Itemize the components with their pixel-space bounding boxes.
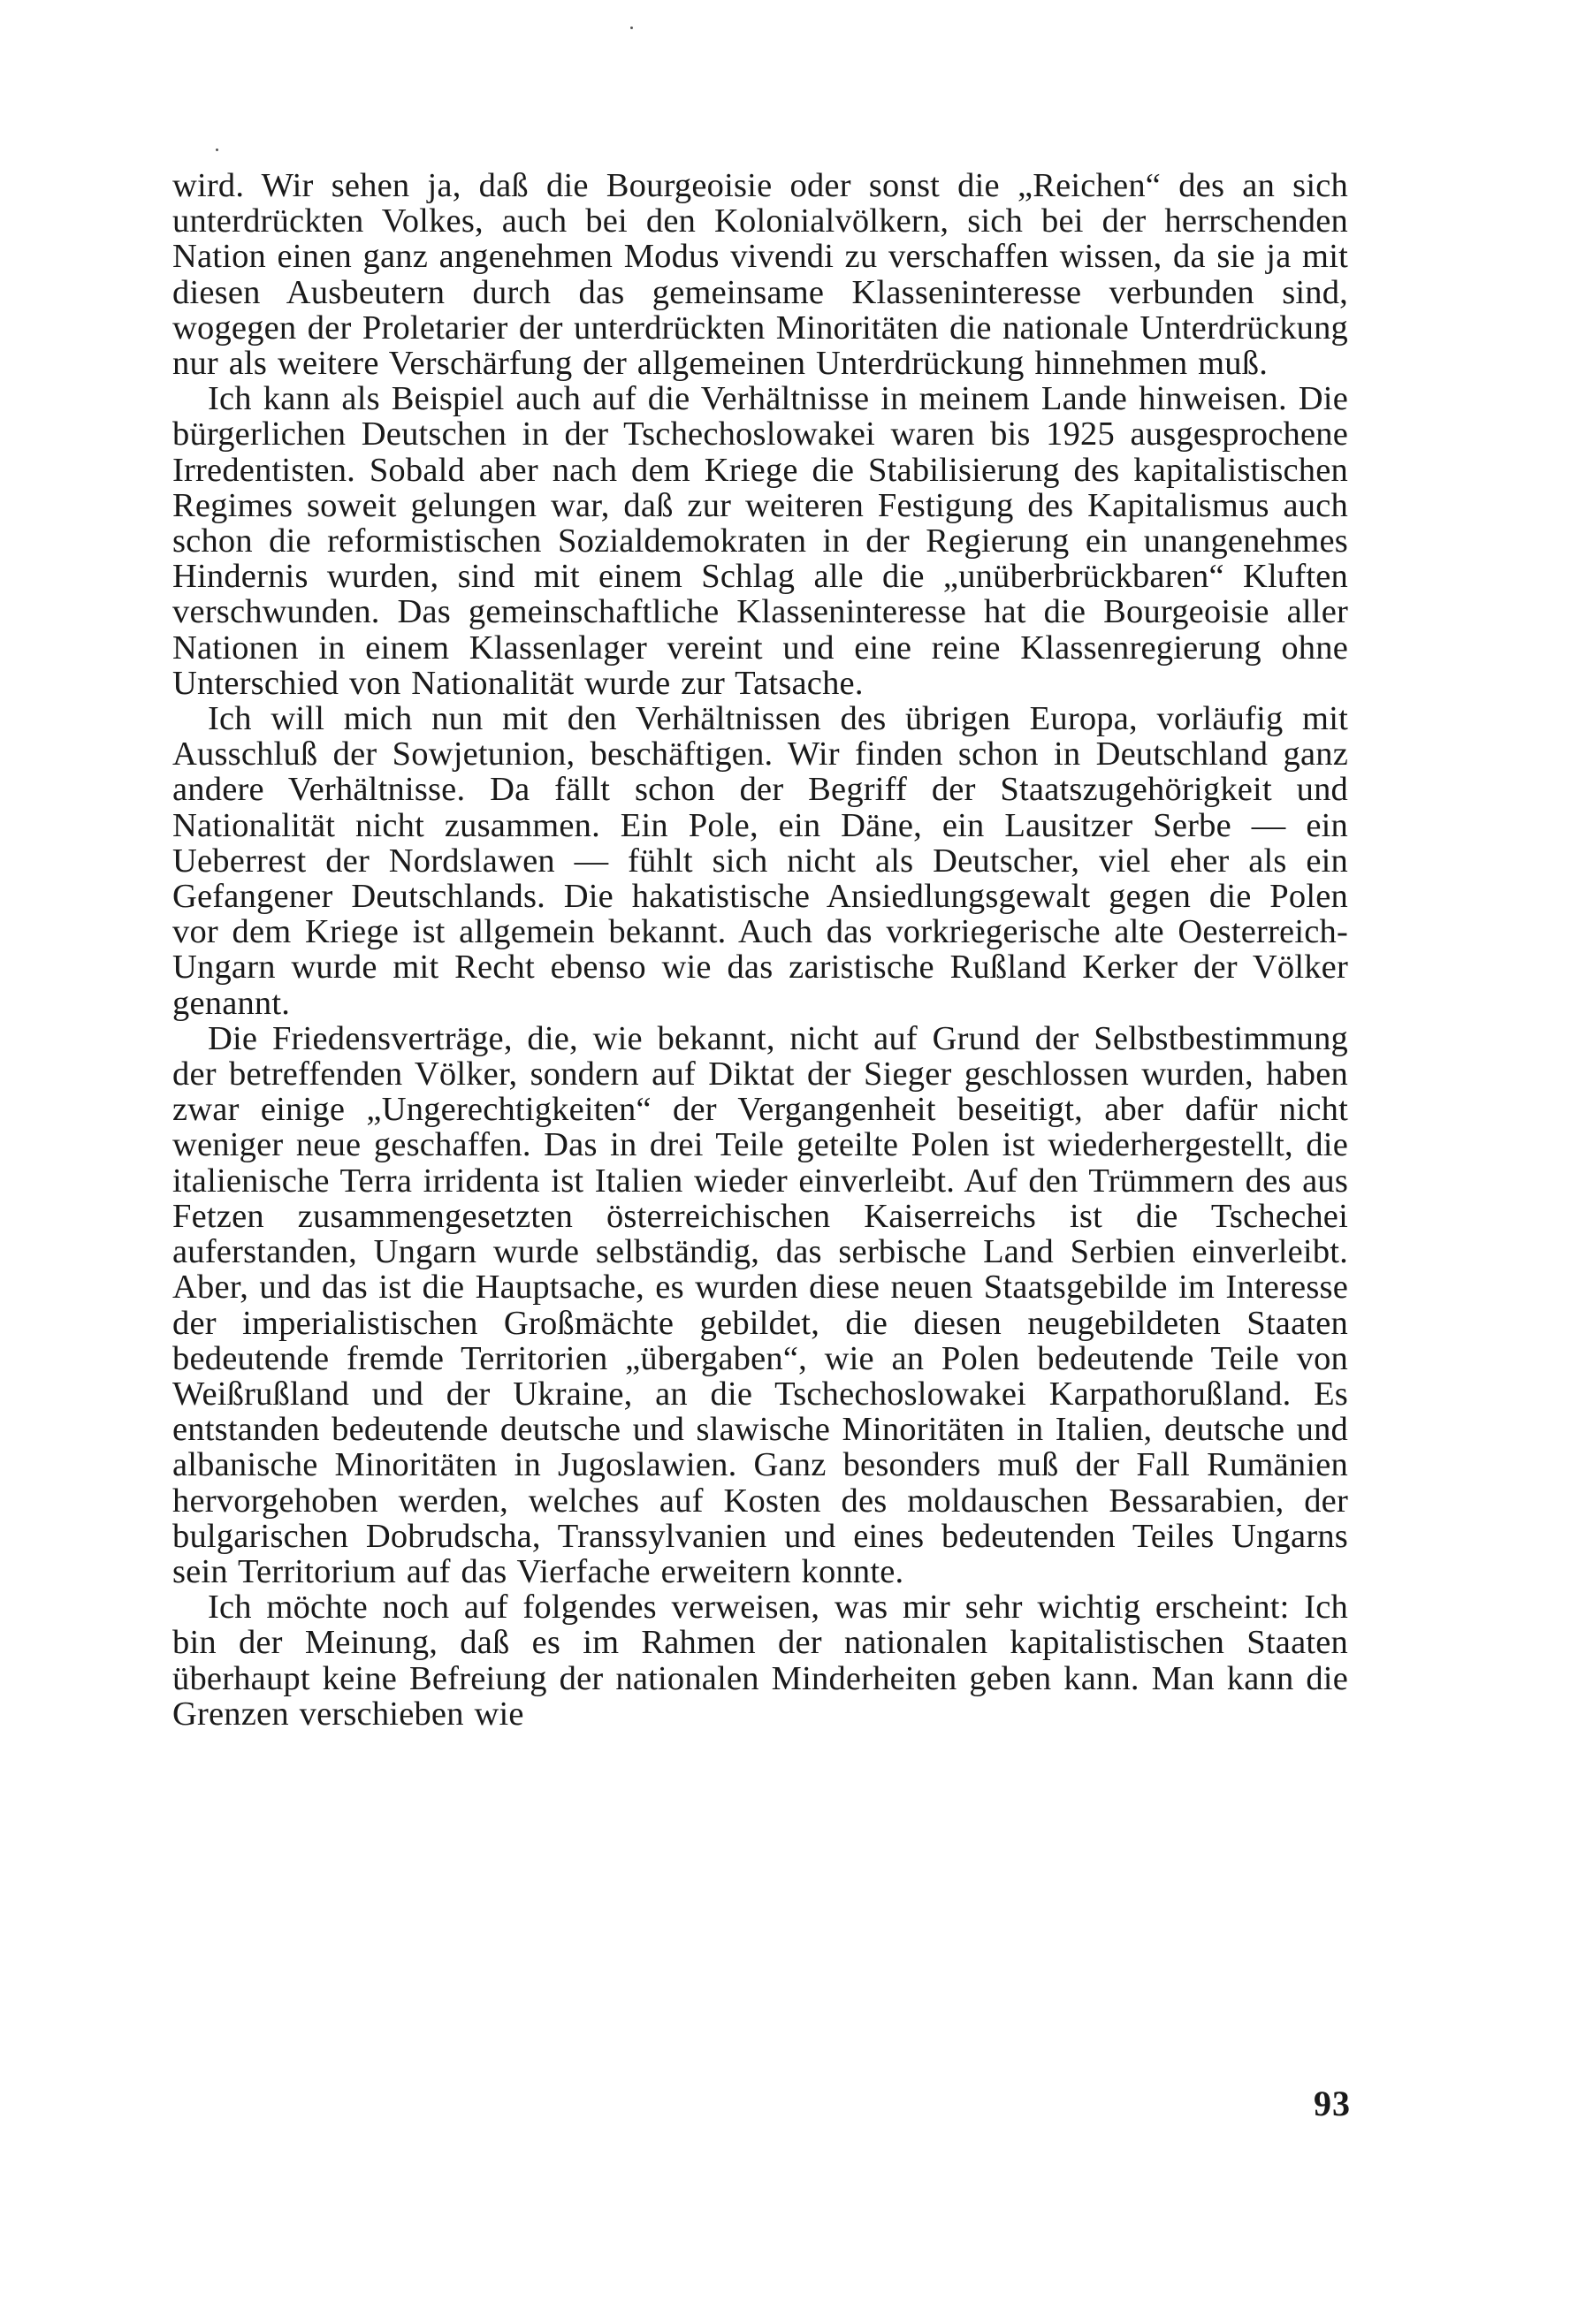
paragraph-2: Ich kann als Beispiel auch auf die Verhältnisse in meinem Lande hinweisen. Die bürgerlichen Deutschen in der Tschechoslowakei waren bis 1925 ausgesprochene Irredentisten. Sobald aber nach dem Kriege die Stabilisierung des kapitalistischen Regimes soweit gelungen war, daß zur weiteren Festigung des Kapitalismus auch schon die reformistischen Sozialdemokraten in der Regierung ein unangenehmes Hindernis wurden, sind mit einem Schlag alle die „unüberbrückbaren“ Kluften verschwunden. Das gemeinschaftliche Klasseninteresse hat die Bourgeoisie aller Nationen in einem Klassenlager vereint und eine reine Klassenregierung ohne Unterschied von Nationalität wurde zur Tatsache. [172,380,1348,702]
paragraph-1: wird. Wir sehen ja, daß die Bourgeoisie oder sonst die „Reichen“ des an sich unterdrückten Volkes, auch bei den Kolonialvölkern, sich bei der herrschenden Nation einen ganz angenehmen Modus vivendi zu verschaffen wissen, da sie ja mit diesen Ausbeutern durch das gemeinsame Klasseninteresse verbunden sind, wogegen der Proletarier der unterdrückten Minoritäten die nationale Unterdrückung nur als weitere Verschärfung der allgemeinen Unterdrückung hinnehmen muß. [172,167,1348,383]
body-text [172,168,1348,1732]
paragraph-4: Die Friedensverträge, die, wie bekannt, nicht auf Grund der Selbstbestimmung der betreffenden Völker, sondern auf Diktat der Sieger geschlossen wurden, haben zwar einige „Ungerechtigkeiten“ der Vergangenheit beseitigt, aber dafür nicht weniger neue geschaffen. Das in drei Teile geteilte Polen ist wiederhergestellt, die italienische Terra irridenta ist Italien wieder einverleibt. Auf den Trümmern des aus Fetzen zusammengesetzten österreichischen Kaiserreichs ist die Tschechei auferstanden, Ungarn wurde selbständig, das serbische Land Serbien einverleibt. Aber, und das ist die Hauptsache, es wurden diese neuen Staatsgebilde im Interesse der imperialistischen Großmächte gebildet, die diesen neugebildeten Staaten bedeutende fremde Territorien „übergaben“, wie an Polen bedeutende Teile von Weißrußland und der Ukraine, an die Tschechoslowakei Karpathorußland. Es entstanden bedeutende deutsche und slawische Minoritäten in Italien, deutsche und albanische Minoritäten in Jugoslawien. Ganz besonders muß der Fall Rumänien hervorgehoben werden, welches auf Kosten des moldauschen Bessarabien, der bulgarischen Dobrudscha, Transsylvanien und eines bedeutenden Teiles Ungarns sein Territorium auf das Vierfache erweitern konnte. [172,1019,1348,1590]
paragraph-3: Ich will mich nun mit den Verhältnissen des übrigen Europa, vorläufig mit Ausschluß der Sowjetunion, beschäftigen. Wir finden schon in Deutschland ganz andere Verhältnisse. Da fällt schon der Begriff der Staatszugehörigkeit und Nationalität nicht zusammen. Ein Pole, ein Däne, ein Lausitzer Serbe — ein Ueberrest der Nordslawen — fühlt sich nicht als Deutscher, viel eher als ein Gefangener Deutschlands. Die hakatistische Ansiedlungsgewalt gegen die Polen vor dem Kriege ist allgemein bekannt. Auch das vorkriegerische alte Oesterreich-Ungarn wurde mit Recht ebenso wie das zaristische Rußland Kerker der Völker genannt. [172,700,1348,1022]
print-speck [630,27,633,29]
paragraph-5: Ich möchte noch auf folgendes verweisen, was mir sehr wichtig erscheint: Ich bin der Meinung, daß es im Rahmen der nationalen kapitalistischen Staaten überhaupt keine Befreiung der nationalen Minderheiten geben kann. Man kann die Grenzen verschieben wie [172,1589,1348,1733]
page-number: 93 [1314,2084,1351,2123]
print-speck [216,149,218,151]
